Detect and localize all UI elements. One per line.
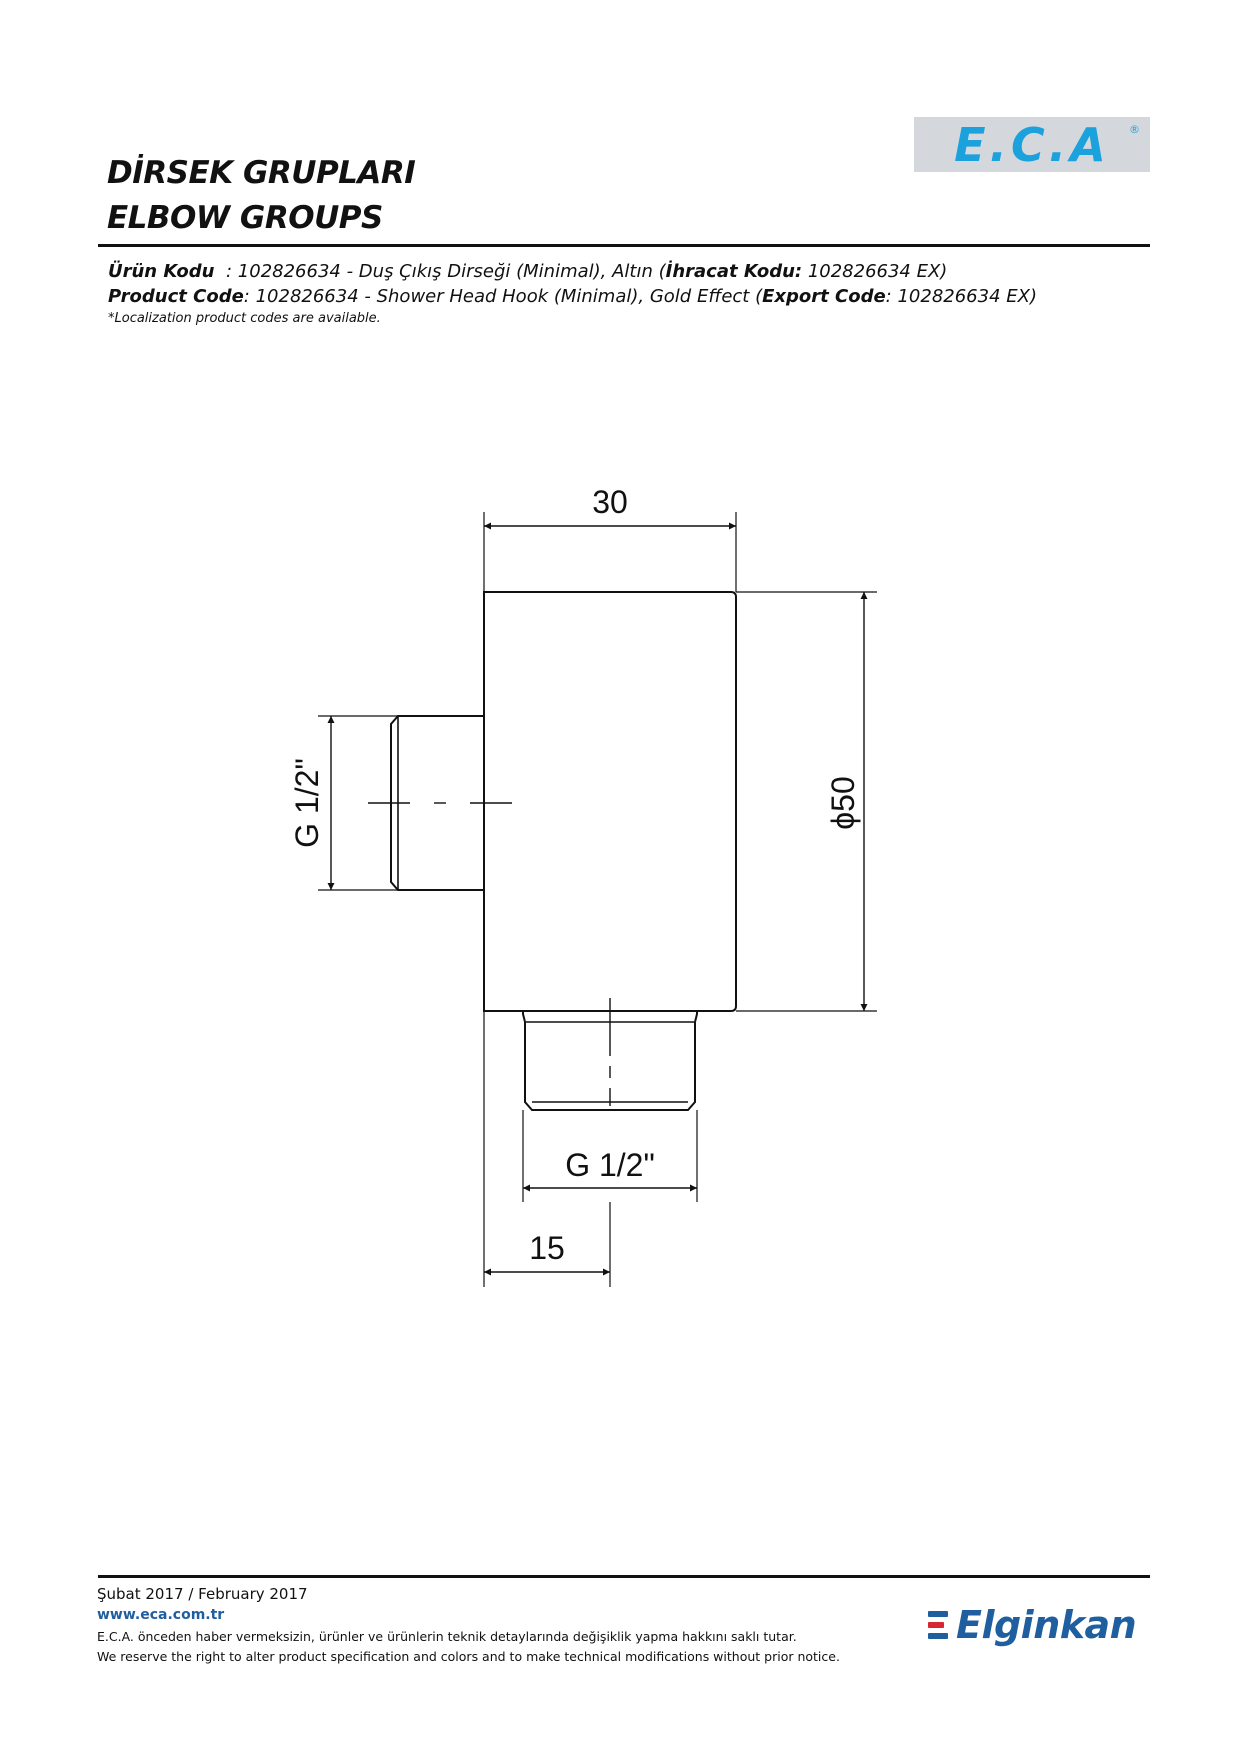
elginkan-logo [928, 1603, 1136, 1647]
elginkan-mark-icon [928, 1609, 950, 1641]
footer-disclaimer-en: We reserve the right to alter product specification and colors and to make technical modifications without prior notice. [97, 1649, 840, 1664]
export-code-value-tr: 102826634 EX) [802, 261, 948, 282]
localization-note: *Localization product codes are available. [108, 311, 381, 326]
dim-side-thread-label: G 1/2" [289, 758, 325, 848]
eca-logo-text: E.C.A [954, 117, 1110, 172]
page-title-en: ELBOW GROUPS [107, 200, 383, 236]
page-title-tr: DİRSEK GRUPLARI [107, 155, 416, 191]
dim-offset-label: 15 [529, 1230, 565, 1266]
footer-disclaimer-tr: E.C.A. önceden haber vermeksizin, ürünler ve ürünlerin teknik detaylarında değişiklik yapma hakkını saklı tutar. [97, 1629, 797, 1644]
dim-width-label: 30 [592, 484, 628, 520]
product-code-label-en: Product Code [108, 286, 244, 307]
export-code-value-en: : 102826634 EX) [885, 286, 1037, 307]
footer-website-link[interactable]: www.eca.com.tr [97, 1607, 225, 1623]
product-code-value-en: : 102826634 - Shower Head Hook (Minimal), Gold Effect ( [243, 286, 763, 307]
footer-divider [98, 1575, 1150, 1578]
product-code-label-tr: Ürün Kodu [108, 261, 215, 282]
registered-mark: ® [1129, 123, 1140, 136]
centerlines [368, 803, 610, 1106]
dim-diameter-label: ϕ50 [825, 776, 861, 830]
product-code-value-tr: : 102826634 - Duş Çıkış Dirseği (Minimal), Altın ( [226, 261, 666, 282]
elginkan-logo-text: Elginkan [956, 1603, 1137, 1647]
export-code-label-en: Export Code [762, 286, 886, 307]
export-code-label-tr: İhracat Kodu: [665, 261, 803, 282]
elbow-body-outline [484, 592, 736, 1011]
footer-date: Şubat 2017 / February 2017 [97, 1585, 308, 1603]
dim-bottom-thread-label: G 1/2" [565, 1147, 655, 1183]
